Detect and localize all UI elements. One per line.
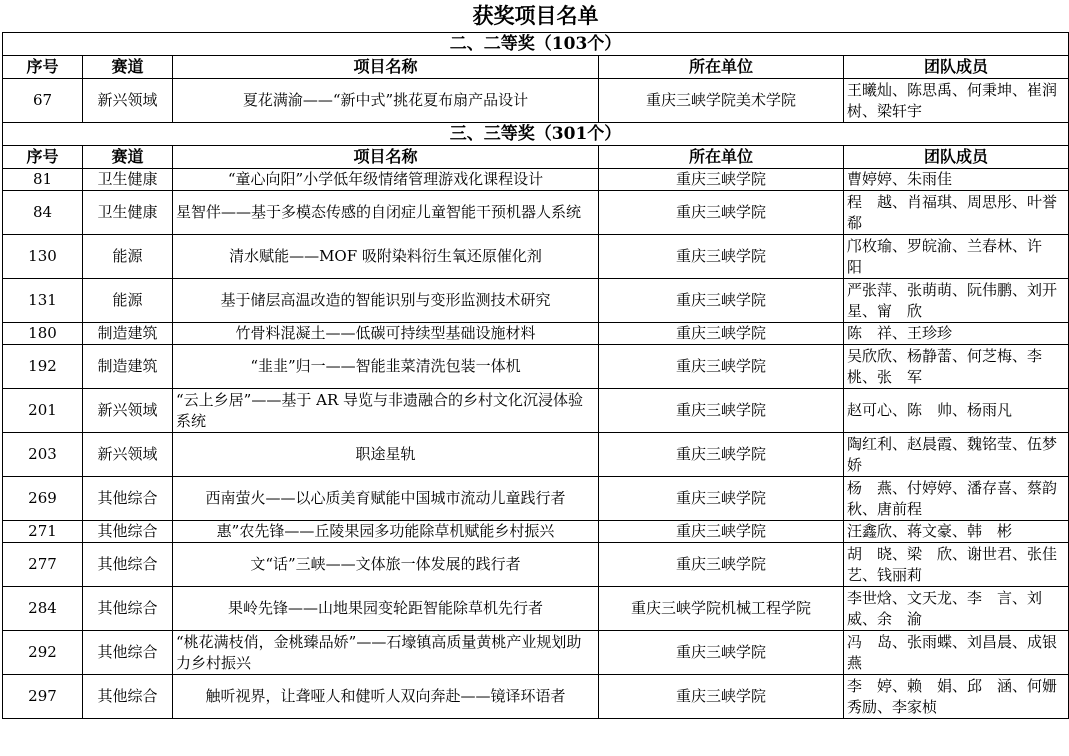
team-members: 陶红利、赵晨霞、魏铭莹、伍梦娇 bbox=[844, 433, 1069, 477]
project-name: 星智伴——基于多模态传感的自闭症儿童智能干预机器人系统 bbox=[173, 191, 599, 235]
team-members: 李世焓、文天龙、李 言、刘 威、余 渝 bbox=[844, 587, 1069, 631]
project-track: 其他综合 bbox=[83, 587, 173, 631]
project-track: 其他综合 bbox=[83, 477, 173, 521]
project-name: 触听视界，让聋哑人和健听人双向奔赴——镜译环语者 bbox=[173, 675, 599, 719]
column-header-row bbox=[3, 146, 1069, 169]
column-header: 项目名称 bbox=[173, 56, 599, 79]
column-header-row bbox=[3, 56, 1069, 79]
project-track: 其他综合 bbox=[83, 631, 173, 675]
team-members: 李 婷、赖 娟、邱 涵、何姗秀励、李家桢 bbox=[844, 675, 1069, 719]
project-name: 夏花满渝——“新中式”挑花夏布扇产品设计 bbox=[173, 79, 599, 123]
table-row bbox=[3, 477, 1069, 521]
project-unit: 重庆三峡学院 bbox=[599, 279, 844, 323]
table-row bbox=[3, 345, 1069, 389]
project-track: 其他综合 bbox=[83, 521, 173, 543]
project-name: 职途星轨 bbox=[173, 433, 599, 477]
section-heading: 三、三等奖（301个） bbox=[3, 123, 1069, 146]
team-members: 吴欣欣、杨静蕾、何芝梅、李 桃、张 军 bbox=[844, 345, 1069, 389]
column-header: 赛道 bbox=[83, 56, 173, 79]
table-row bbox=[3, 433, 1069, 477]
project-number: 81 bbox=[3, 169, 83, 191]
project-number: 201 bbox=[3, 389, 83, 433]
team-members: 严张萍、张萌萌、阮伟鹏、刘开星、甯 欣 bbox=[844, 279, 1069, 323]
column-header: 团队成员 bbox=[844, 146, 1069, 169]
project-name: 竹骨料混凝土——低碳可持续型基础设施材料 bbox=[173, 323, 599, 345]
team-members: 程 越、肖福琪、周思彤、叶誉郗 bbox=[844, 191, 1069, 235]
project-unit: 重庆三峡学院 bbox=[599, 389, 844, 433]
project-name: 西南萤火——以心质美育赋能中国城市流动儿童践行者 bbox=[173, 477, 599, 521]
column-header: 项目名称 bbox=[173, 146, 599, 169]
table-row bbox=[3, 323, 1069, 345]
team-members: 王曦灿、陈思禹、何秉坤、崔润树、梁轩宇 bbox=[844, 79, 1069, 123]
project-name: 惠”农先锋——丘陵果园多功能除草机赋能乡村振兴 bbox=[173, 521, 599, 543]
project-track: 其他综合 bbox=[83, 543, 173, 587]
project-track: 能源 bbox=[83, 235, 173, 279]
project-unit: 重庆三峡学院 bbox=[599, 433, 844, 477]
project-unit: 重庆三峡学院 bbox=[599, 543, 844, 587]
team-members: 杨 燕、付婷婷、潘存喜、蔡韵秋、唐前程 bbox=[844, 477, 1069, 521]
project-number: 269 bbox=[3, 477, 83, 521]
project-number: 297 bbox=[3, 675, 83, 719]
section-heading: 二、二等奖（103个） bbox=[3, 33, 1069, 56]
project-number: 131 bbox=[3, 279, 83, 323]
table-row bbox=[3, 543, 1069, 587]
project-name: 基于储层高温改造的智能识别与变形监测技术研究 bbox=[173, 279, 599, 323]
section-heading-row bbox=[3, 123, 1069, 146]
title-row bbox=[3, 0, 1069, 33]
page-title: 获奖项目名单 bbox=[3, 0, 1069, 33]
project-name: 清水赋能——MOF 吸附染料衍生氧还原催化剂 bbox=[173, 235, 599, 279]
column-header: 序号 bbox=[3, 146, 83, 169]
project-unit: 重庆三峡学院 bbox=[599, 631, 844, 675]
project-name: “童心向阳”小学低年级情绪管理游戏化课程设计 bbox=[173, 169, 599, 191]
project-track: 新兴领域 bbox=[83, 389, 173, 433]
project-unit: 重庆三峡学院 bbox=[599, 477, 844, 521]
project-number: 67 bbox=[3, 79, 83, 123]
project-number: 271 bbox=[3, 521, 83, 543]
project-name: 果岭先锋——山地果园变轮距智能除草机先行者 bbox=[173, 587, 599, 631]
team-members: 赵可心、陈 帅、杨雨凡 bbox=[844, 389, 1069, 433]
project-unit: 重庆三峡学院 bbox=[599, 675, 844, 719]
project-track: 新兴领域 bbox=[83, 433, 173, 477]
project-unit: 重庆三峡学院 bbox=[599, 345, 844, 389]
project-number: 130 bbox=[3, 235, 83, 279]
award-table bbox=[2, 0, 1069, 719]
column-header: 序号 bbox=[3, 56, 83, 79]
team-members: 陈 祥、王珍珍 bbox=[844, 323, 1069, 345]
column-header: 团队成员 bbox=[844, 56, 1069, 79]
project-number: 203 bbox=[3, 433, 83, 477]
table-row bbox=[3, 235, 1069, 279]
column-header: 所在单位 bbox=[599, 146, 844, 169]
table-row bbox=[3, 279, 1069, 323]
table-row bbox=[3, 631, 1069, 675]
project-number: 277 bbox=[3, 543, 83, 587]
project-track: 制造建筑 bbox=[83, 345, 173, 389]
project-unit: 重庆三峡学院 bbox=[599, 521, 844, 543]
project-unit: 重庆三峡学院 bbox=[599, 191, 844, 235]
project-track: 制造建筑 bbox=[83, 323, 173, 345]
table-row bbox=[3, 587, 1069, 631]
project-number: 284 bbox=[3, 587, 83, 631]
project-number: 84 bbox=[3, 191, 83, 235]
table-row bbox=[3, 521, 1069, 543]
project-number: 192 bbox=[3, 345, 83, 389]
team-members: 胡 晓、梁 欣、谢世君、张佳艺、钱丽莉 bbox=[844, 543, 1069, 587]
project-unit: 重庆三峡学院机械工程学院 bbox=[599, 587, 844, 631]
table-row bbox=[3, 169, 1069, 191]
project-name: “韭韭”归一——智能韭菜清洗包装一体机 bbox=[173, 345, 599, 389]
section-heading-row bbox=[3, 33, 1069, 56]
project-track: 其他综合 bbox=[83, 675, 173, 719]
column-header: 赛道 bbox=[83, 146, 173, 169]
project-unit: 重庆三峡学院 bbox=[599, 235, 844, 279]
project-name: 文“话”三峡——文体旅一体发展的践行者 bbox=[173, 543, 599, 587]
project-unit: 重庆三峡学院 bbox=[599, 323, 844, 345]
project-track: 新兴领域 bbox=[83, 79, 173, 123]
project-unit: 重庆三峡学院 bbox=[599, 169, 844, 191]
team-members: 汪鑫欣、蒋文豪、韩 彬 bbox=[844, 521, 1069, 543]
project-track: 卫生健康 bbox=[83, 191, 173, 235]
award-table-body bbox=[3, 0, 1069, 719]
table-row bbox=[3, 79, 1069, 123]
project-track: 卫生健康 bbox=[83, 169, 173, 191]
column-header: 所在单位 bbox=[599, 56, 844, 79]
team-members: 曹婷婷、朱雨佳 bbox=[844, 169, 1069, 191]
table-row bbox=[3, 389, 1069, 433]
project-number: 292 bbox=[3, 631, 83, 675]
project-name: “云上乡居”——基于 AR 导览与非遗融合的乡村文化沉浸体验系统 bbox=[173, 389, 599, 433]
team-members: 冯 岛、张雨蝶、刘昌晨、成银燕 bbox=[844, 631, 1069, 675]
project-name: “桃花满枝俏，金桃臻品娇”——石壕镇高质量黄桃产业规划助力乡村振兴 bbox=[173, 631, 599, 675]
project-number: 180 bbox=[3, 323, 83, 345]
project-unit: 重庆三峡学院美术学院 bbox=[599, 79, 844, 123]
team-members: 邝枚瑜、罗皖渝、兰春林、许 阳 bbox=[844, 235, 1069, 279]
table-row bbox=[3, 191, 1069, 235]
project-track: 能源 bbox=[83, 279, 173, 323]
table-row bbox=[3, 675, 1069, 719]
